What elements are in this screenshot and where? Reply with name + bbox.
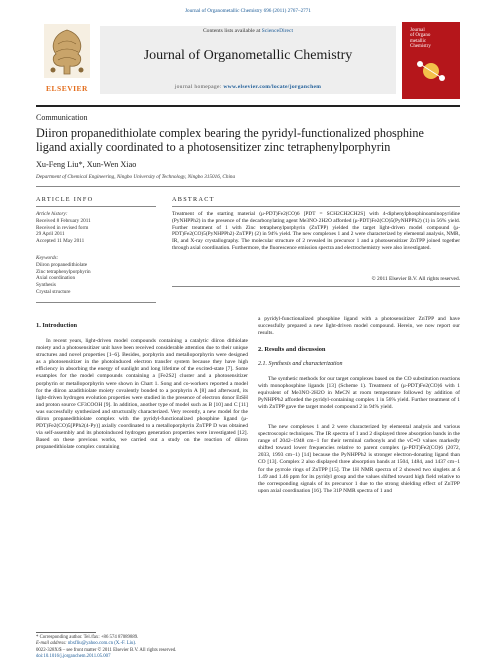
copyright-notice: © 2011 Elsevier B.V. All rights reserved.	[371, 276, 460, 282]
abstract-heading: ABSTRACT	[172, 196, 215, 203]
corresponding-author-note: * Corresponding author. Tel./fax: +86 574 87089889.	[36, 635, 139, 640]
cover-title-line: Chemistry	[410, 44, 431, 50]
email-note	[36, 641, 256, 647]
keyword-item: Crystal structure	[36, 288, 71, 295]
sciencedirect-link[interactable]: ScienceDirect	[261, 28, 294, 34]
contents-line	[100, 28, 396, 34]
affiliation: Department of Chemical Engineering, Ningbo University of Technology, Ningbo 315016, China	[36, 174, 236, 180]
introduction-heading: 1. Introduction	[36, 322, 78, 329]
synthesis-subheading: 2.1. Synthesis and characterization	[258, 361, 343, 367]
article-title-line: Diiron propanedithiolate complex bearing the pyridyl-functionalized phosphine	[36, 126, 424, 140]
keyword-item: Zinc tetraphenylporphyrin	[36, 268, 91, 275]
history-item: Received in revised form	[36, 224, 89, 231]
keywords-bottom-rule	[36, 302, 156, 303]
journal-banner	[36, 22, 460, 99]
contents-prefix: Contents lists available at	[202, 28, 261, 34]
footnote-rule	[36, 632, 96, 633]
abstract-rule	[172, 206, 460, 207]
journal-title: Journal of Organometallic Chemistry	[143, 48, 353, 63]
keyword-item: Synthesis	[36, 282, 56, 289]
history-item: Received 8 February 2011	[36, 217, 91, 224]
article-type: Communication	[36, 113, 88, 122]
authors[interactable]: Xu-Feng Liu*, Xun-Wen Xiao	[36, 160, 137, 169]
elsevier-logo[interactable]	[36, 22, 98, 99]
keyword-item: Diiron propanedithiolate	[36, 261, 88, 268]
keywords	[36, 255, 156, 296]
homepage-link[interactable]: www.elsevier.com/locate/jorganchem	[223, 84, 322, 90]
journal-citation[interactable]: Journal of Organometallic Chemistry 696 (2011) 2767–2771	[185, 8, 311, 14]
results-paragraph-1: The synthetic methods for our target complexes based on the CO substitution reactions with monophosphine ligands [13] (Scheme 1). Treatment of (μ-PDT)Fe2(CO)6 with 1 equivalent of Me3NO·2H2O in MeCN at room temperature followed by addition of PyNHPPh2 afforded the pyridyl-containing complex 1 in 56% yield. Further treatment of 1 with ZnTPP gave the target model compound 2 in 94% yield.	[258, 376, 460, 411]
cover-title-line: of Organo	[410, 33, 431, 39]
history-label: Article history:	[36, 211, 68, 217]
introduction-continued-text: a pyridyl-functionalized phosphine ligand with a photosensitizer ZnTPP and have successfully prepared a new light-driven model compound. Herein, we now report our results.	[258, 316, 460, 337]
article-history	[36, 211, 156, 245]
info-rule	[36, 186, 460, 187]
journal-masthead	[100, 26, 396, 94]
cover-molecule-icon	[414, 56, 448, 86]
email-link[interactable]: nbxfliu@yahoo.com.cn (X.-F. Liu).	[67, 641, 137, 646]
results-paragraph-2: The new complexes 1 and 2 were characterized by elemental analysis and various spectroscopic techniques. The IR spectra of 1 and 2 displayed three absorption bands in the range of 2042–1948 cm−1 for their terminal carbonyls and the νC≡O values markedly shifted toward lower frequencies relative to parent complex (μ-PDT)Fe2(CO)6 (2072, 2033, 1993 cm−1) [14] because the PyNHPPh2 is stronger electron-donating ligand than CO [13]. Complex 2 also displayed three absorption bands at 1504, 1484, and 1437 cm−1 for the pyrrole rings of ZnTPP [15]. The 1H NMR spectra of 2 showed two singlets at δ 1.49 and 1.46 ppm for its pyridyl group and the values shifted toward high field relative to the corresponding signals of its precursor 1 due to the strong shielding effect of ZnTPP upon axial coordination [16]. The 31P NMR spectra of 1 and	[258, 424, 460, 494]
email-label: E-mail address:	[36, 641, 67, 646]
doi-link[interactable]	[36, 654, 256, 660]
homepage-prefix: journal homepage:	[174, 84, 222, 90]
header-rule	[36, 105, 460, 107]
article-title-line: ligand axially coordinated to a photosensitizer zinc tetraphenylporphyrin	[36, 140, 391, 154]
article-title	[36, 126, 466, 154]
keyword-item: Axial coordination	[36, 275, 76, 282]
abstract-bottom-rule	[172, 286, 460, 287]
history-item: Accepted 11 May 2011	[36, 238, 85, 245]
introduction-text: In recent years, light-driven model compounds containing a catalytic diiron dithiolate moiety and a photosensitizer unit have been received considerable attention due to their unique structures and novel properties [1–6]. Besides, porphyrin and metalloporphyrin were designed as a photosensitizer in the photoinduced electron transfer system because they have high efficiency in absorbing the energy of sunlight and long lifetime of the excited-state [7]. Some examples for the model compounds containing a [Fe2S2] cluster and a photosensitizer porphyrin or metalloporphyrin were shown in Chart 1. Song and co-workers reported a model for the diiron azadithiolate moiety covalently bonded to a porphyrin A [8] and afterward, its light-driven hydrogen evolution properties were studied in the presence of electron donor EtSH and proton source CF3COOH [9]. In addition, another type of model such as B [10] and C [11] was successfully synthesized and structurally characterized. Very recently, a new model for the diiron propanedithiolate complex with the pyridyl-functionalized phosphine ligand (μ-PDT)Fe2(CO)5[PPh2(4-Py)] axially coordinated to a metalloporphyrin ZnTPP D was obtained via self-assembly and its photoinduced hydrogen generation properties were investigated [12]. Based on these previous works, we carried out a study on the reaction of diiron propanedithiolate complex containing	[36, 338, 248, 451]
keywords-label: Keywords:	[36, 255, 59, 261]
doi-text[interactable]: doi:10.1016/j.jorganchem.2011.05.007	[36, 654, 111, 659]
article-info-heading: ARTICLE INFO	[36, 196, 94, 203]
cover-title-line: metallic	[410, 38, 427, 44]
cover-title-line: Journal	[410, 28, 425, 33]
elsevier-tree-icon	[44, 24, 90, 78]
publisher-name: ELSEVIER	[46, 84, 88, 93]
journal-homepage	[100, 84, 396, 90]
article-info-rule	[36, 206, 156, 207]
cover-title	[410, 28, 431, 50]
results-heading: 2. Results and discussion	[258, 346, 326, 353]
journal-cover-thumbnail[interactable]	[402, 22, 460, 99]
abstract-text: Treatment of the starting material (μ-PDT)Fe2(CO)6 [PDT = SCH2CH2CH2S] with 4-diphenylphosphinoaminopyridine (PyNHPPh2) in the presence of the decarbonylating agent Me3NO·2H2O afforded (μ-PDT)Fe2(CO)5(PyNHPPh2) (1) in 56% yield. Further treatment of 1 with Zinc tetraphenylporphyrin (ZnTPP) yielded the target light-driven model compound (μ-PDT)Fe2(CO)5(PyNHPPh2)·ZnTPP) (2) in 94% yield. The new complexes 1 and 2 were characterized by elemental analysis, NMR, IR, and X-ray crystallography. The molecular structure of 2 revealed its precursor 1 and a photosensitizer ZnTPP joined together through axial coordination. Furthermore, the fluorescence emission spectra and electrochemistry were also investigated.	[172, 211, 460, 251]
history-item: 29 April 2011	[36, 231, 65, 238]
issn-line: 0022-328X/$ – see front matter © 2011 Elsevier B.V. All rights reserved.	[36, 648, 177, 653]
